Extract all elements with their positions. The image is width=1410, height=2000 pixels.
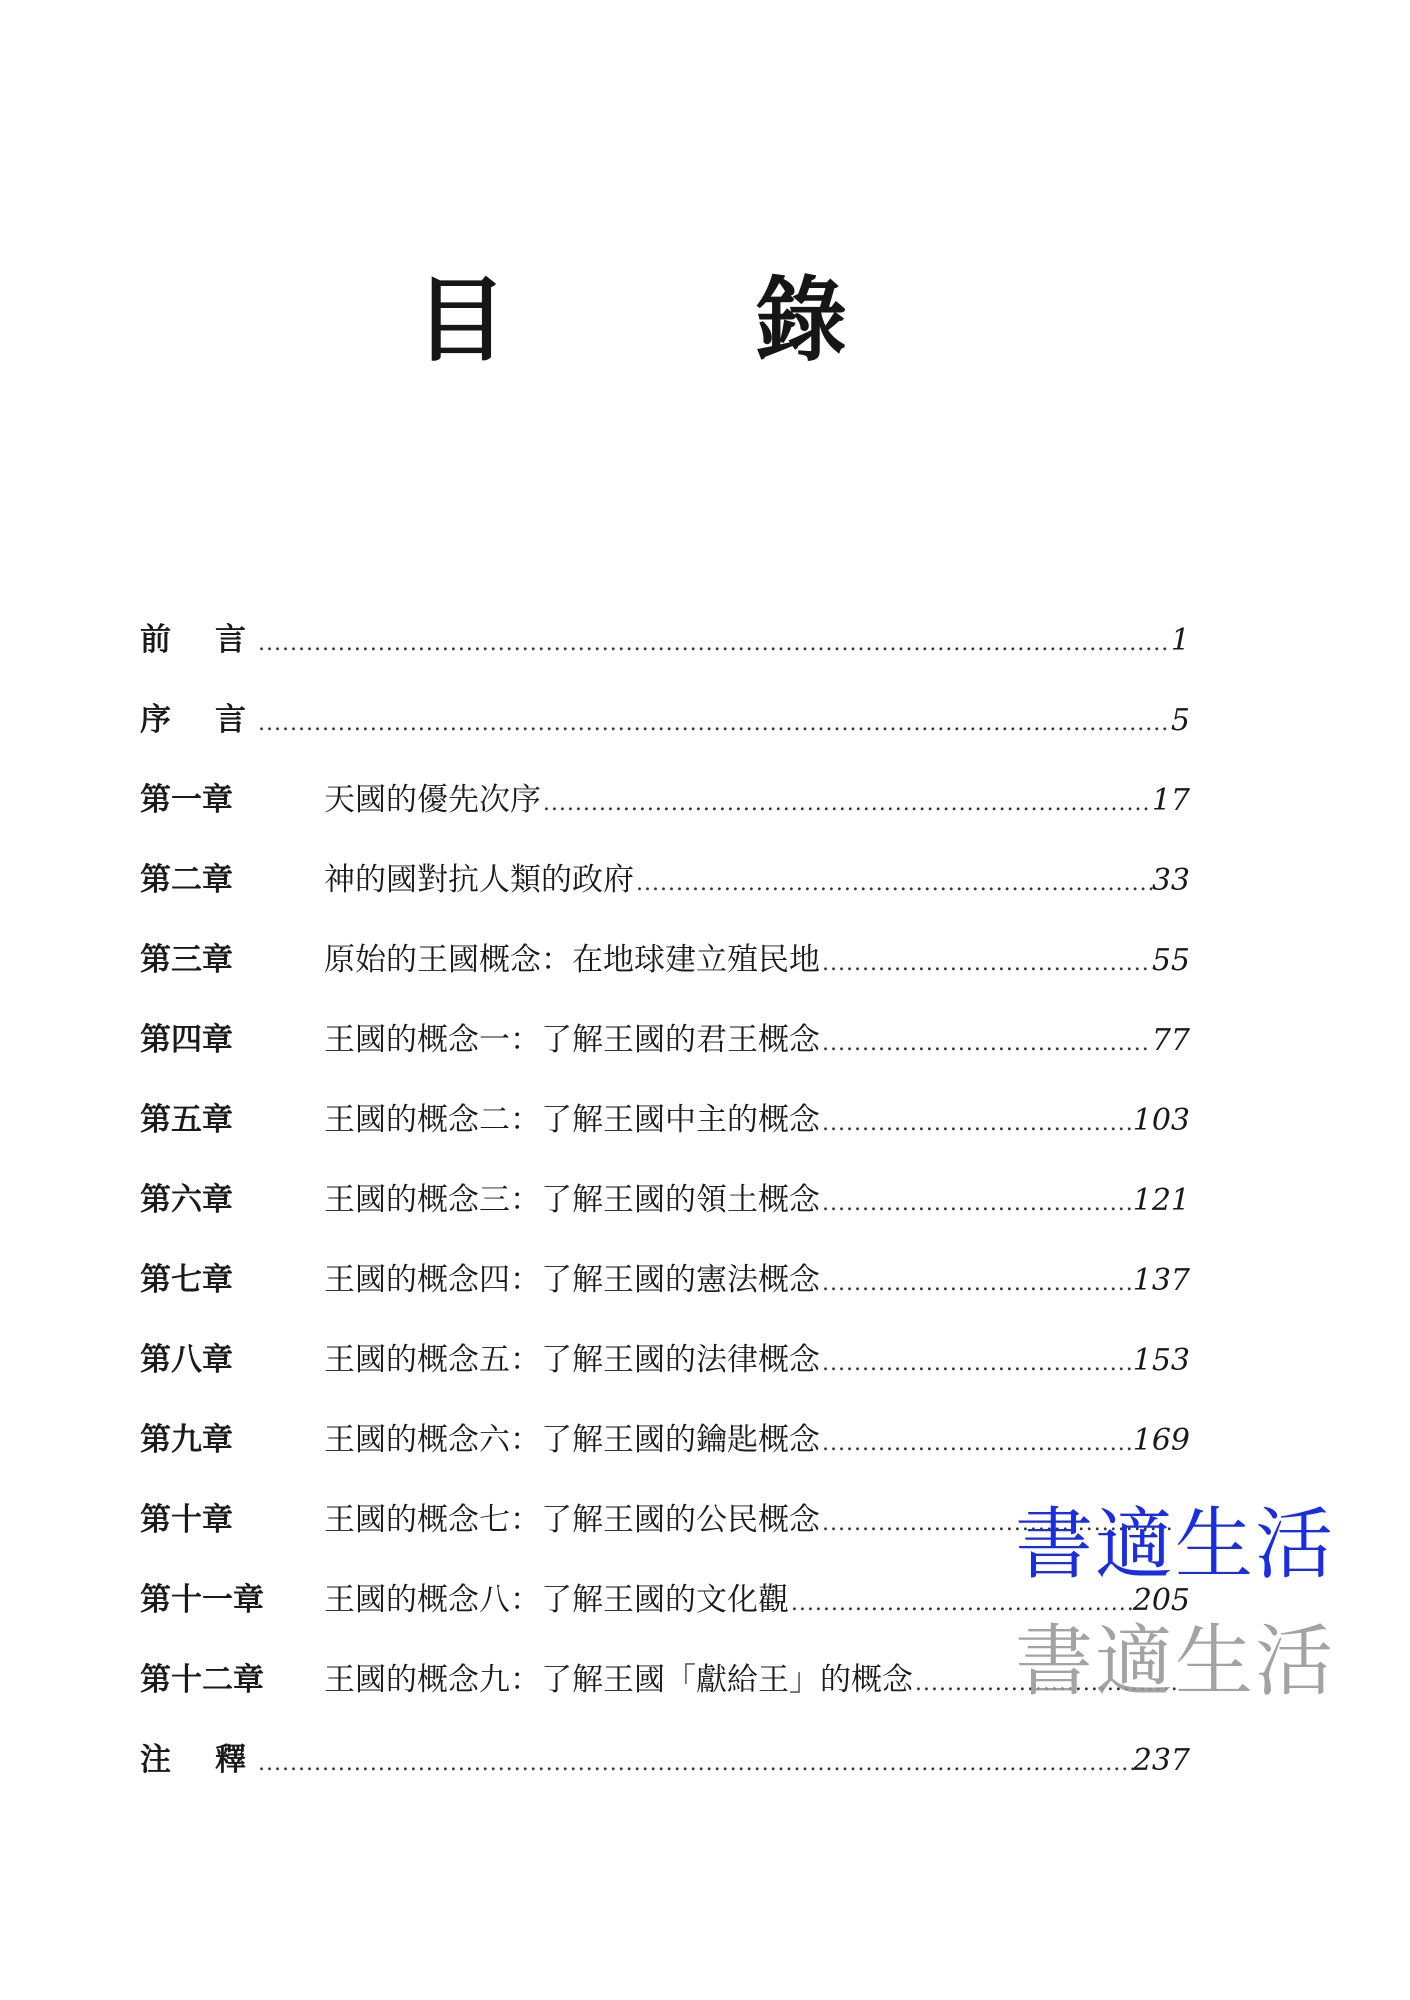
dot-leader: [256, 684, 1171, 764]
toc-page-number: 55: [1151, 943, 1190, 978]
toc-label: 前言: [140, 622, 290, 658]
toc-label: 注釋: [140, 1742, 290, 1778]
toc-page-number: 77: [1151, 1023, 1190, 1058]
toc-entry-chapter-9[interactable]: [140, 1400, 1190, 1480]
toc-chapter-label: 第八章: [140, 1342, 233, 1378]
toc-chapter-title: 神的國對抗人類的政府: [324, 862, 634, 898]
toc-entry-foreword[interactable]: [140, 680, 1190, 760]
toc-chapter-label: 第二章: [140, 862, 233, 898]
toc-entry-chapter-7[interactable]: [140, 1240, 1190, 1320]
toc-chapter-title: 王國的概念一：了解王國的君王概念: [324, 1022, 820, 1058]
toc-entry-chapter-1[interactable]: [140, 760, 1190, 840]
toc-chapter-label: 第一章: [140, 782, 233, 818]
toc-entry-chapter-2[interactable]: [140, 840, 1190, 920]
dot-leader: [820, 1244, 1133, 1324]
dot-leader: [541, 764, 1152, 844]
dot-leader: [256, 604, 1171, 684]
toc-chapter-label: 第十章: [140, 1502, 233, 1538]
toc-entry-chapter-8[interactable]: [140, 1320, 1190, 1400]
toc-chapter-title: 王國的概念七：了解王國的公民概念: [324, 1502, 820, 1538]
toc-page-number: 121: [1132, 1183, 1190, 1218]
dot-leader: [820, 1324, 1133, 1404]
dot-leader: [634, 844, 1152, 924]
dot-leader: [820, 1404, 1133, 1484]
toc-entry-chapter-5[interactable]: [140, 1080, 1190, 1160]
toc-page-number: 103: [1132, 1103, 1190, 1138]
toc-page-number: 169: [1132, 1423, 1190, 1458]
toc-page-number: 153: [1132, 1343, 1190, 1378]
toc-chapter-label: 第五章: [140, 1102, 233, 1138]
toc-page-number: 33: [1151, 863, 1190, 898]
toc-chapter-label: 第七章: [140, 1262, 233, 1298]
toc-entry-chapter-6[interactable]: [140, 1160, 1190, 1240]
toc-page-number: 5: [1170, 703, 1190, 738]
toc-label: 序言: [140, 702, 290, 738]
toc-chapter-label: 第四章: [140, 1022, 233, 1058]
toc-chapter-label: 第九章: [140, 1422, 233, 1458]
watermark-gray: 書適生活: [1014, 1617, 1335, 1707]
toc-chapter-title: 王國的概念二：了解王國中主的概念: [324, 1102, 820, 1138]
dot-leader: [820, 1084, 1133, 1164]
toc-chapter-title: 王國的概念八：了解王國的文化觀: [324, 1582, 789, 1618]
toc-chapter-title: 王國的概念三：了解王國的領土概念: [324, 1182, 820, 1218]
toc-chapter-title: 王國的概念四：了解王國的憲法概念: [324, 1262, 820, 1298]
toc-page-number: 205: [1132, 1583, 1190, 1618]
toc-chapter-title: 天國的優先次序: [324, 782, 541, 818]
toc-page-number: 137: [1132, 1263, 1190, 1298]
toc-chapter-title: 原始的王國概念：在地球建立殖民地: [324, 942, 820, 978]
toc-chapter-title: 王國的概念六：了解王國的鑰匙概念: [324, 1422, 820, 1458]
toc-chapter-title: 王國的概念五：了解王國的法律概念: [324, 1342, 820, 1378]
toc-chapter-label: 第十一章: [140, 1582, 264, 1618]
toc-chapter-label: 第三章: [140, 942, 233, 978]
dot-leader: [820, 1164, 1133, 1244]
toc-page-number: 237: [1132, 1743, 1190, 1778]
toc-page-number: 1: [1170, 623, 1190, 658]
toc-entry-preface[interactable]: [140, 600, 1190, 680]
watermark-blue: 書適生活: [1014, 1500, 1335, 1590]
page-title: 目 錄: [414, 266, 925, 374]
dot-leader: [820, 1004, 1152, 1084]
dot-leader: [256, 1724, 1133, 1804]
toc-entry-notes[interactable]: [140, 1720, 1190, 1800]
toc-page-number: 17: [1151, 783, 1190, 818]
toc-chapter-label: 第六章: [140, 1182, 233, 1218]
dot-leader: [820, 924, 1152, 1004]
toc-chapter-title: 王國的概念九：了解王國「獻給王」的概念: [324, 1662, 913, 1698]
toc-chapter-label: 第十二章: [140, 1662, 264, 1698]
toc-entry-chapter-4[interactable]: [140, 1000, 1190, 1080]
toc-entry-chapter-3[interactable]: [140, 920, 1190, 1000]
